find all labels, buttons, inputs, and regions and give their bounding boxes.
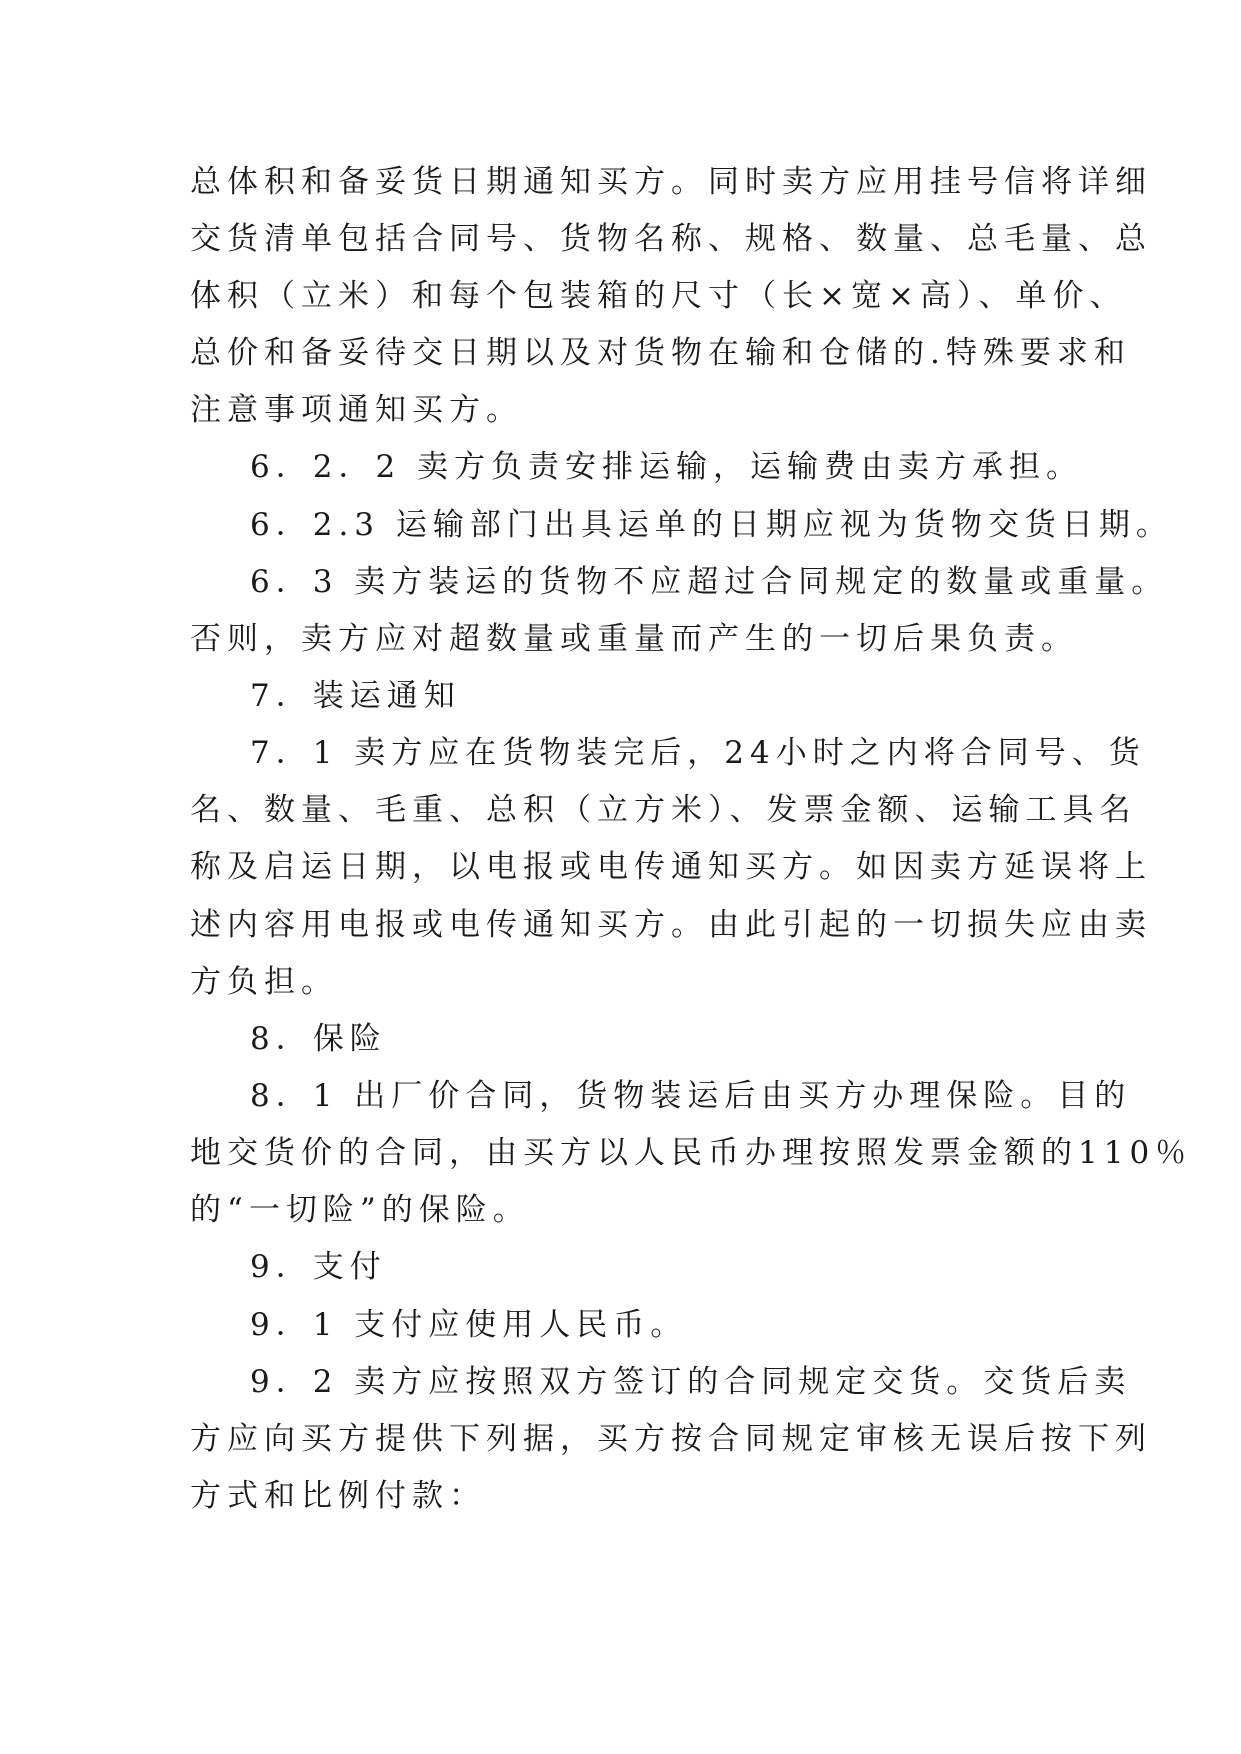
text-line: 9．2 卖方应按照双方签订的合同规定交货。交货后卖 <box>250 1364 1132 1400</box>
text-line: 总体积和备妥货日期通知买方。同时卖方应用挂号信将详细 <box>190 164 1152 200</box>
text-line: 述内容用电报或电传通知买方。由此引起的一切损失应由卖 <box>190 907 1152 943</box>
text-line: 注意事项通知买方。 <box>190 392 523 428</box>
text-line: 方负担。 <box>190 964 338 1000</box>
section-heading: 9．支付 <box>250 1249 387 1285</box>
section-heading: 8．保险 <box>250 1021 387 1057</box>
text-line: 总价和备妥待交日期以及对货物在输和仓储的.特殊要求和 <box>190 335 1131 371</box>
text-line: 6．2.3 运输部门出具运单的日期应视为货物交货日期。 <box>250 507 1173 543</box>
text-line: 方应向买方提供下列据，买方按合同规定审核无误后按下列 <box>190 1421 1152 1457</box>
text-line: 6．3 卖方装运的货物不应超过合同规定的数量或重量。 <box>250 564 1169 600</box>
text-line: 8．1 出厂价合同，货物装运后由买方办理保险。目的 <box>250 1078 1132 1114</box>
text-line: 的“一切险”的保险。 <box>190 1192 530 1228</box>
text-line: 否则，卖方应对超数量或重量而产生的一切后果负责。 <box>190 621 1078 657</box>
text-line: 地交货价的合同，由买方以人民币办理按照发票金额的110％ <box>190 1135 1193 1171</box>
section-heading: 7．装运通知 <box>250 678 461 714</box>
text-line: 交货清单包括合同号、货物名称、规格、数量、总毛量、总 <box>190 221 1152 257</box>
text-line: 7．1 卖方应在货物装完后，24小时之内将合同号、货 <box>250 735 1146 771</box>
text-line: 方式和比例付款： <box>190 1478 486 1514</box>
text-line: 6．2．2 卖方负责安排运输，运输费由卖方承担。 <box>250 449 1084 485</box>
text-line: 体积（立米）和每个包装箱的尺寸（长×宽×高）、单价、 <box>190 278 1127 314</box>
text-line: 称及启运日期，以电报或电传通知买方。如因卖方延误将上 <box>190 849 1152 885</box>
text-line: 名、数量、毛重、总积（立方米）、发票金额、运输工具名 <box>190 792 1137 828</box>
text-line: 9．1 支付应使用人民币。 <box>250 1307 688 1343</box>
